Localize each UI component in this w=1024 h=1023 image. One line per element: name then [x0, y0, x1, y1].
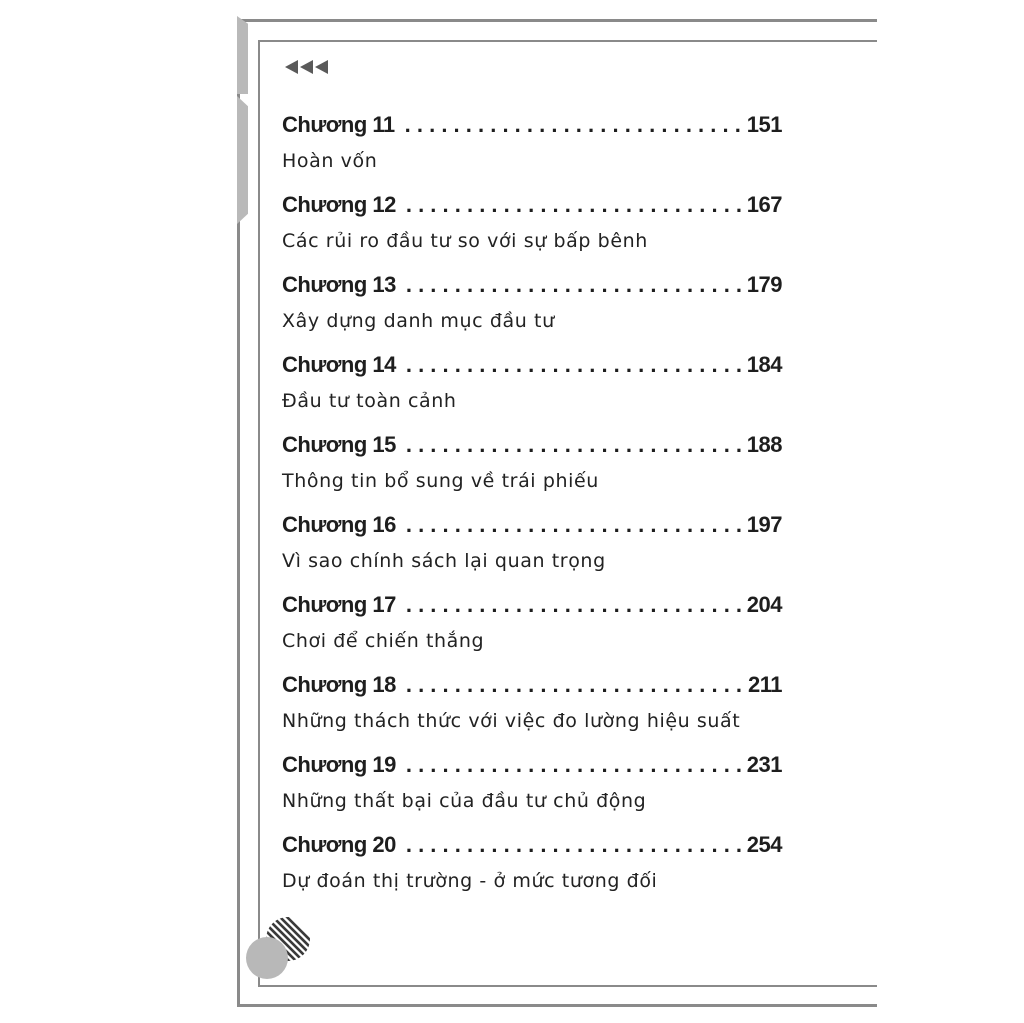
page-number: 254 [746, 832, 782, 857]
chapter-label: Chương 17 [282, 592, 396, 617]
toc-entry-heading [282, 272, 782, 304]
chapter-label: Chương 15 [282, 432, 396, 457]
dot-leader [406, 432, 743, 458]
toc-entry-heading [282, 592, 782, 624]
triple-left-arrow-icon [285, 60, 328, 74]
toc-entry-heading [282, 192, 782, 224]
page-number: 184 [746, 352, 782, 377]
chapter-label: Chương 11 [282, 112, 395, 137]
page-number: 231 [746, 752, 782, 777]
toc-entry-17 [282, 592, 782, 672]
toc-entry-heading [282, 832, 782, 864]
toc-entry-18 [282, 672, 782, 752]
toc-entry-15 [282, 432, 782, 512]
left-arrow-icon [315, 60, 328, 74]
toc-entry-12 [282, 192, 782, 272]
chapter-title: Các rủi ro đầu tư so với sự bấp bênh [282, 230, 648, 252]
spine-accent-top [237, 16, 248, 94]
dot-leader [406, 272, 743, 298]
chapter-label: Chương 20 [282, 832, 396, 857]
toc-entry-heading [282, 672, 782, 704]
dot-leader [406, 752, 743, 778]
toc-entry-19 [282, 752, 782, 832]
chapter-title: Dự đoán thị trường - ở mức tương đối [282, 870, 658, 892]
chapter-label: Chương 16 [282, 512, 396, 537]
page-number: 167 [746, 192, 782, 217]
chapter-title: Thông tin bổ sung về trái phiếu [282, 470, 599, 492]
page-number: 151 [746, 112, 782, 137]
page-number: 179 [746, 272, 782, 297]
left-arrow-icon [300, 60, 313, 74]
page-number: 204 [746, 592, 782, 617]
chapter-label: Chương 18 [282, 672, 396, 697]
chapter-title: Vì sao chính sách lại quan trọng [282, 550, 606, 572]
toc-entry-heading [282, 752, 782, 784]
toc-entry-13 [282, 272, 782, 352]
page-number: 211 [748, 672, 782, 697]
chapter-title: Xây dựng danh mục đầu tư [282, 310, 555, 332]
chapter-title: Hoàn vốn [282, 150, 378, 172]
chapter-label: Chương 13 [282, 272, 396, 297]
dot-leader [406, 672, 744, 698]
chapter-title: Chơi để chiến thắng [282, 630, 485, 652]
toc-entry-20 [282, 832, 782, 912]
toc-entry-11 [282, 112, 782, 192]
page-number: 197 [746, 512, 782, 537]
toc-entry-heading [282, 512, 782, 544]
left-arrow-icon [285, 60, 298, 74]
dot-leader [406, 592, 743, 618]
toc-entry-14 [282, 352, 782, 432]
toc-entry-heading [282, 352, 782, 384]
chapter-label: Chương 19 [282, 752, 396, 777]
toc-entry-heading [282, 432, 782, 464]
page-number: 188 [746, 432, 782, 457]
dot-leader [406, 512, 743, 538]
chapter-title: Đầu tư toàn cảnh [282, 390, 457, 412]
chapter-label: Chương 14 [282, 352, 396, 377]
chapter-label: Chương 12 [282, 192, 396, 217]
table-of-contents [282, 112, 782, 912]
dot-leader [406, 192, 743, 218]
chapter-title: Những thách thức với việc đo lường hiệu suất [282, 710, 741, 732]
chapter-title: Những thất bại của đầu tư chủ động [282, 790, 647, 812]
hatched-circle-icon [245, 916, 315, 982]
dot-leader [406, 352, 743, 378]
dot-leader [406, 832, 743, 858]
toc-entry-16 [282, 512, 782, 592]
toc-entry-heading [282, 112, 782, 144]
dot-leader [405, 112, 743, 138]
spine-accent-bottom [237, 96, 248, 224]
